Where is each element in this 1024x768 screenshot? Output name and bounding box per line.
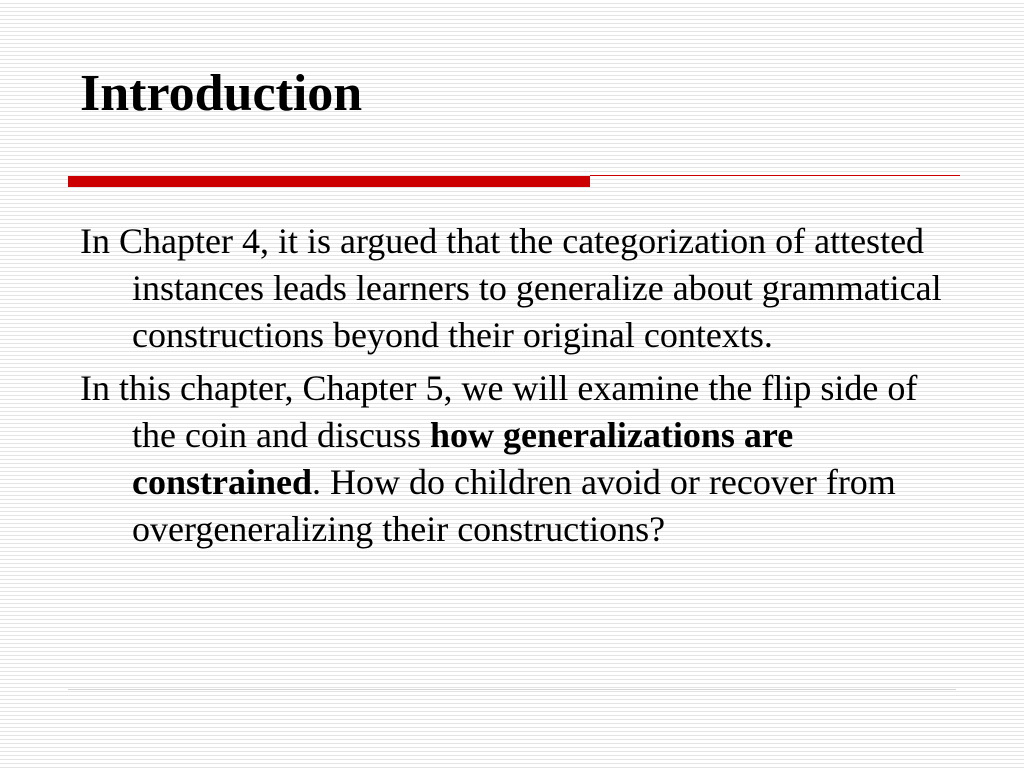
slide-title: Introduction xyxy=(80,65,363,122)
paragraph-chapter-5 xyxy=(80,365,960,553)
paragraph-chapter-5-lead: In this chapter, Chapter 5, we will examine the flip side of the coin and discuss xyxy=(80,368,918,455)
paragraph-chapter-4 xyxy=(80,218,960,359)
footer-divider xyxy=(68,689,956,690)
title-accent-line xyxy=(590,175,960,176)
paragraph-chapter-5-tail: . How do children avoid or recover from overgeneralizing their constructions? xyxy=(132,462,896,549)
slide-body xyxy=(80,218,960,559)
title-accent-bar xyxy=(68,176,590,187)
paragraph-chapter-4-text: In Chapter 4, it is argued that the categorization of attested instances leads learners to generalize about grammatical constructions beyond their original contexts. xyxy=(80,221,942,355)
emphasis-constraints: how generalizations are constrained xyxy=(132,415,794,502)
